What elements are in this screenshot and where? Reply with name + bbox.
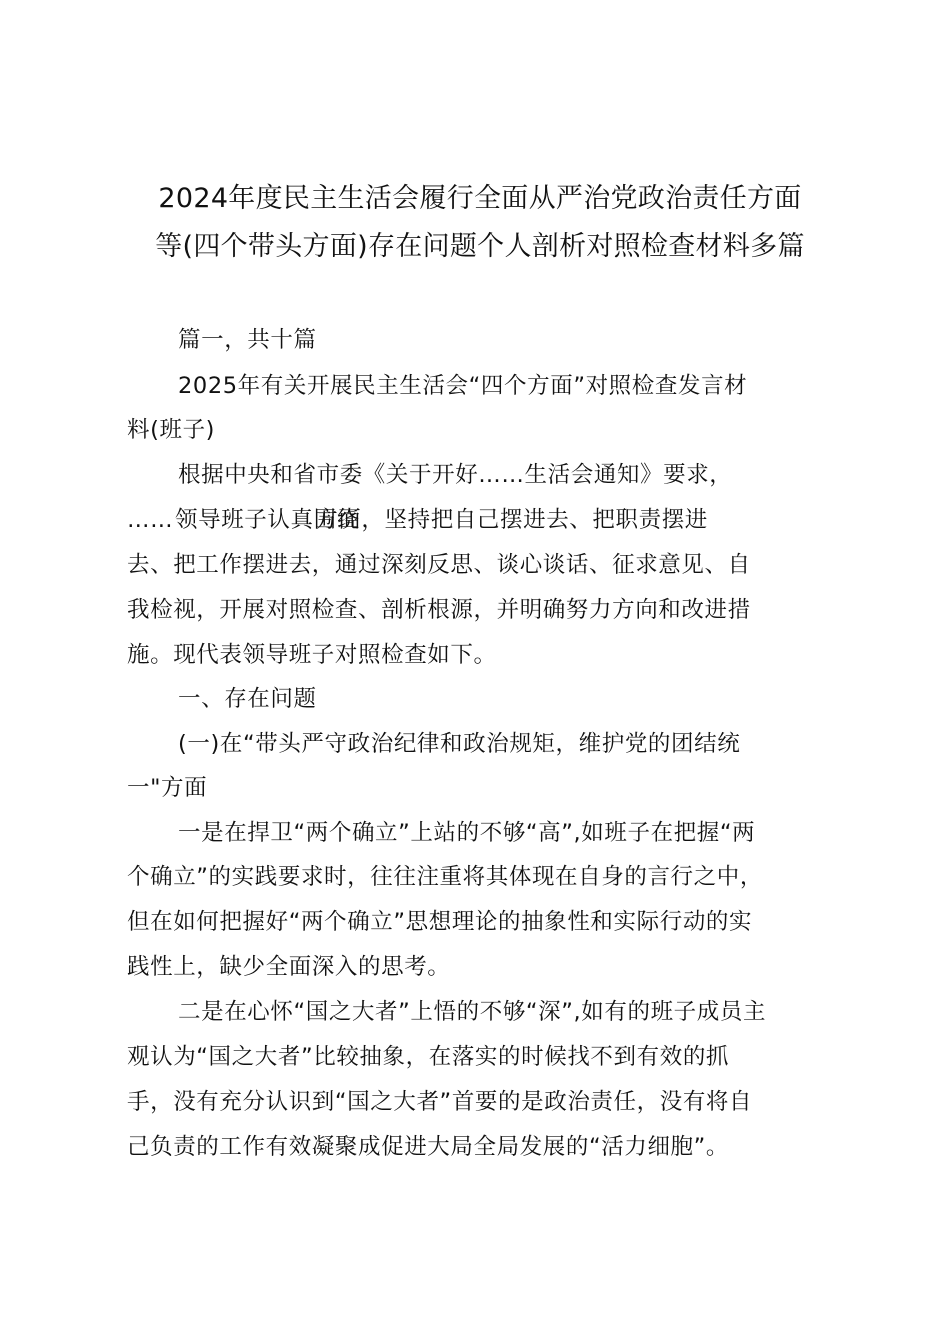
document-title-line-2: 等(四个带头方面)存在问题个人剖析对照检查材料多篇 [155,231,805,262]
paragraph-intro-line-3: 去、把工作摆进去，通过深刻反思、谈心谈话、征求意见、自 [127,552,751,578]
point-two-line-2: 观认为“国之大者”比较抽象，在落实的时候找不到有效的抓 [127,1044,730,1070]
point-one-line-2: 个确立”的实践要求时，往往注重将其体现在自身的言行之中， [127,864,763,890]
ellipsis-prefix: …… [127,507,174,533]
point-two-line-4: 己负责的工作有效凝聚成促进大局全局发展的“活力细胞”。 [127,1134,730,1160]
section-heading-problems: 一、存在问题 [178,686,317,712]
article-heading-line-2: 料(班子) [127,417,216,443]
paragraph-intro-line-5: 施。现代表领导班子对照检查如下。 [127,642,497,668]
overlapping-text: 领导班子认真围绕 [175,507,360,533]
subsection-heading-line-2: 一"方面 [127,775,208,801]
paragraph-intro-line-4: 我检视，开展对照检查、剖析根源，并明确努力方向和改进措 [127,597,751,623]
subsection-heading-line-1: (一)在“带头严守政治纪律和政治规矩，维护党的团结统 [178,731,741,757]
point-two-line-3: 手，没有充分认识到“国之大者”首要的是政治责任，没有将自 [127,1089,753,1115]
point-one-line-4: 践性上，缺少全面深入的思考。 [127,954,451,980]
article-heading-line-1: 2025年有关开展民主生活会“四个方面”对照检查发言材 [178,373,748,399]
document-title-line-1: 2024年度民主生活会履行全面从严治党政治责任方面 [158,183,802,214]
paragraph-intro-line-2-rest: 方面，坚持把自己摆进去、把职责摆进 [315,507,708,533]
point-one-line-3: 但在如何把握好“两个确立”思想理论的抽象性和实际行动的实 [127,909,753,935]
section-count-line: 篇一，共十篇 [178,327,317,353]
point-one-line-1: 一是在捍卫“两个确立”上站的不够“高”,如班子在把握“两 [178,820,756,846]
point-two-line-1: 二是在心怀“国之大者”上悟的不够“深”,如有的班子成员主 [178,999,767,1025]
paragraph-intro-line-1: 根据中央和省市委《关于开好……生活会通知》要求， [178,462,733,488]
